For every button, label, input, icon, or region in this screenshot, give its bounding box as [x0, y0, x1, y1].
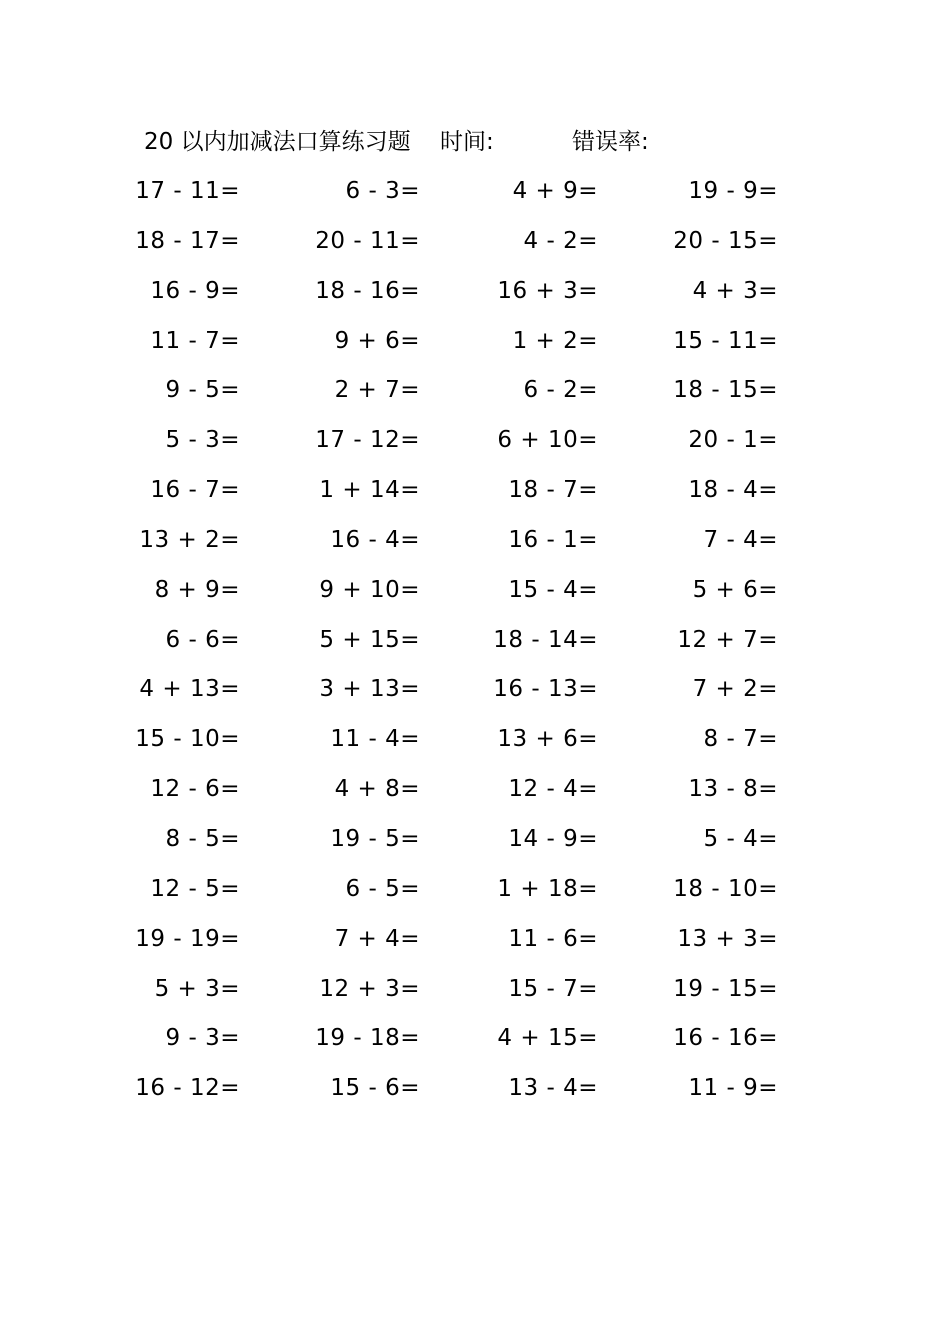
math-problem: 2 + 7=: [334, 377, 420, 404]
math-problem: 9 - 5=: [165, 377, 240, 404]
math-problem: 17 - 11=: [135, 178, 240, 204]
math-problem: 16 - 1=: [508, 526, 598, 553]
math-problem: 4 + 9=: [512, 178, 598, 204]
math-problem: 16 + 3=: [497, 277, 598, 304]
math-problem: 9 - 3=: [165, 1025, 240, 1052]
math-problem: 8 - 5=: [165, 825, 240, 852]
math-problem: 19 - 9=: [688, 178, 778, 204]
problem-row: [0, 971, 950, 1021]
math-problem: 15 - 6=: [330, 1075, 420, 1102]
math-problem: 9 + 10=: [319, 576, 420, 603]
math-problem: 16 - 4=: [330, 526, 420, 553]
math-problem: 13 - 8=: [688, 776, 778, 803]
math-problem: 1 + 18=: [497, 875, 598, 902]
math-problem: 6 + 10=: [497, 427, 598, 454]
math-problem: 3 + 13=: [319, 676, 420, 703]
problem-row: [0, 273, 950, 323]
math-problem: 18 - 4=: [688, 477, 778, 504]
math-problem: 9 + 6=: [334, 327, 420, 354]
math-problem: 7 + 4=: [334, 925, 420, 952]
problem-row: [0, 572, 950, 622]
math-problem: 18 - 10=: [673, 875, 778, 902]
worksheet-title: 20 以内加减法口算练习题: [144, 129, 411, 155]
math-problem: 5 - 4=: [703, 825, 778, 852]
math-problem: 12 - 6=: [150, 776, 240, 803]
math-problem: 6 - 2=: [523, 377, 598, 404]
math-problem: 13 - 4=: [508, 1075, 598, 1102]
problem-row: [0, 522, 950, 572]
problem-row: [0, 771, 950, 821]
math-problem: 6 - 5=: [345, 875, 420, 902]
math-problem: 20 - 1=: [688, 427, 778, 454]
problem-row: [0, 323, 950, 373]
math-problem: 18 - 7=: [508, 477, 598, 504]
math-problem: 16 - 7=: [150, 477, 240, 504]
math-problem: 13 + 2=: [139, 526, 240, 553]
math-problem: 17 - 12=: [315, 427, 420, 454]
problem-row: [0, 671, 950, 721]
math-problem: 5 + 6=: [692, 576, 778, 603]
math-problem: 7 - 4=: [703, 526, 778, 553]
problem-row: [0, 223, 950, 273]
time-label: 时间:: [440, 129, 494, 155]
math-problem: 7 + 2=: [692, 676, 778, 703]
math-problem: 16 - 16=: [673, 1025, 778, 1052]
math-problem: 16 - 13=: [493, 676, 598, 703]
math-problem: 4 + 13=: [139, 676, 240, 703]
problem-row: [0, 472, 950, 522]
problem-row: [0, 871, 950, 921]
math-problem: 6 - 6=: [165, 626, 240, 653]
problem-row: [0, 372, 950, 422]
math-problem: 15 - 4=: [508, 576, 598, 603]
problem-row: [0, 721, 950, 771]
math-problem: 1 + 2=: [512, 327, 598, 354]
math-problem: 18 - 16=: [315, 277, 420, 304]
math-problem: 12 - 5=: [150, 875, 240, 902]
math-problem: 13 + 3=: [677, 925, 778, 952]
math-problem: 11 - 9=: [688, 1075, 778, 1102]
math-problem: 4 + 8=: [334, 776, 420, 803]
math-problem: 12 + 3=: [319, 975, 420, 1002]
math-problem: 18 - 17=: [135, 227, 240, 254]
problem-row: [0, 1020, 950, 1070]
math-problem: 8 - 7=: [703, 726, 778, 753]
math-problem: 15 - 7=: [508, 975, 598, 1002]
math-problem: 19 - 19=: [135, 925, 240, 952]
problem-row: [0, 821, 950, 871]
math-problem: 4 - 2=: [523, 227, 598, 254]
problem-row: [0, 422, 950, 472]
math-problem: 11 - 6=: [508, 925, 598, 952]
math-problem: 20 - 15=: [673, 227, 778, 254]
math-problem: 4 + 15=: [497, 1025, 598, 1052]
math-problem: 12 - 4=: [508, 776, 598, 803]
math-problem: 5 + 15=: [319, 626, 420, 653]
math-problem: 1 + 14=: [319, 477, 420, 504]
worksheet-header: [144, 124, 784, 160]
math-problem: 6 - 3=: [345, 178, 420, 204]
math-problem: 5 - 3=: [165, 427, 240, 454]
math-problem: 11 - 7=: [150, 327, 240, 354]
math-problem: 16 - 12=: [135, 1075, 240, 1102]
error-rate-label: 错误率:: [572, 129, 649, 155]
math-problem: 14 - 9=: [508, 825, 598, 852]
math-problem: 19 - 18=: [315, 1025, 420, 1052]
math-problem: 13 + 6=: [497, 726, 598, 753]
problem-row: [0, 921, 950, 971]
math-problem: 20 - 11=: [315, 227, 420, 254]
math-problem: 19 - 15=: [673, 975, 778, 1002]
problem-row: [0, 1070, 950, 1120]
math-problem: 15 - 11=: [673, 327, 778, 354]
problem-grid: [0, 173, 950, 1120]
math-problem: 11 - 4=: [330, 726, 420, 753]
math-problem: 4 + 3=: [692, 277, 778, 304]
math-problem: 8 + 9=: [154, 576, 240, 603]
math-problem: 15 - 10=: [135, 726, 240, 753]
math-problem: 18 - 14=: [493, 626, 598, 653]
math-problem: 5 + 3=: [154, 975, 240, 1002]
math-problem: 19 - 5=: [330, 825, 420, 852]
problem-row: [0, 173, 950, 223]
math-problem: 18 - 15=: [673, 377, 778, 404]
problem-row: [0, 622, 950, 672]
math-problem: 16 - 9=: [150, 277, 240, 304]
math-problem: 12 + 7=: [677, 626, 778, 653]
